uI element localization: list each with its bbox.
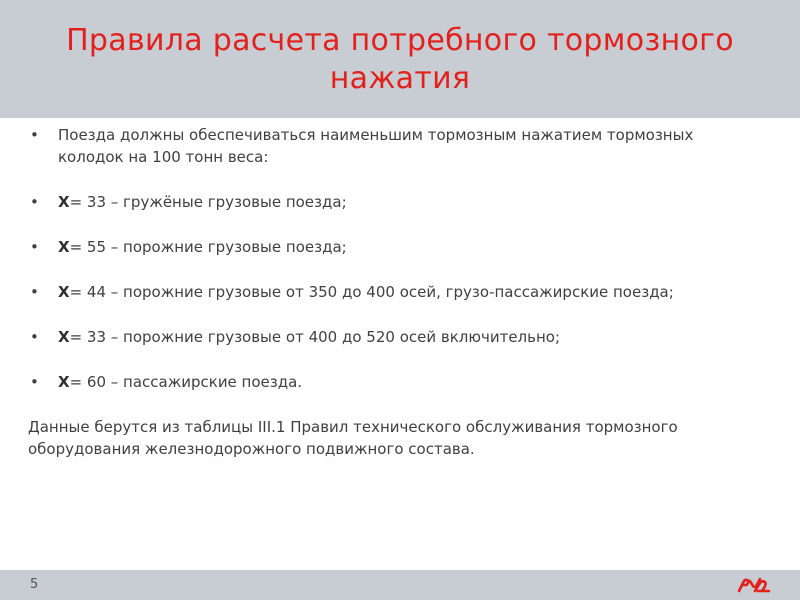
item-text: = 33 – порожние грузовые от 400 до 520 осей включительно; xyxy=(69,328,561,346)
item-text: = 55 – порожние грузовые поезда; xyxy=(69,238,347,256)
rzd-logo-icon xyxy=(736,576,772,594)
variable-x: Х xyxy=(58,373,70,391)
item-text: = 33 – гружёные грузовые поезда; xyxy=(69,193,347,211)
bullet-item xyxy=(28,236,728,258)
bullet-intro xyxy=(28,124,728,168)
source-note: Данные берутся из таблицы III.1 Правил технического обслуживания тормозного оборудования железнодорожного подвижного состава. xyxy=(28,418,678,458)
variable-x: Х xyxy=(58,238,70,256)
footer-band xyxy=(0,570,800,600)
bullet-marker: • xyxy=(30,238,39,256)
item-text: = 60 – пассажирские поезда. xyxy=(69,373,303,391)
bullet-item xyxy=(28,191,728,213)
bullet-marker: • xyxy=(30,373,39,391)
variable-x: Х xyxy=(58,283,70,301)
slide-title xyxy=(0,22,800,98)
item-text: = 44 – порожние грузовые от 350 до 400 осей, грузо-пассажирские поезда; xyxy=(69,283,674,301)
bullet-marker: • xyxy=(30,193,39,211)
bullet-item xyxy=(28,281,728,303)
page-number: 5 xyxy=(30,577,39,592)
variable-x: Х xyxy=(58,193,70,211)
bullet-item xyxy=(28,326,728,348)
variable-x: Х xyxy=(58,328,70,346)
title-line-2: нажатия xyxy=(329,61,471,96)
bullet-marker: • xyxy=(30,126,39,144)
bullet-marker: • xyxy=(30,328,39,346)
slide-content xyxy=(28,124,728,460)
title-line-1: Правила расчета потребного тормозного xyxy=(66,23,734,58)
bullet-marker: • xyxy=(30,283,39,301)
bullet-item xyxy=(28,371,728,393)
intro-text: Поезда должны обеспечиваться наименьшим тормозным нажатием тормозных колодок на 100 тонн веса: xyxy=(58,126,694,166)
